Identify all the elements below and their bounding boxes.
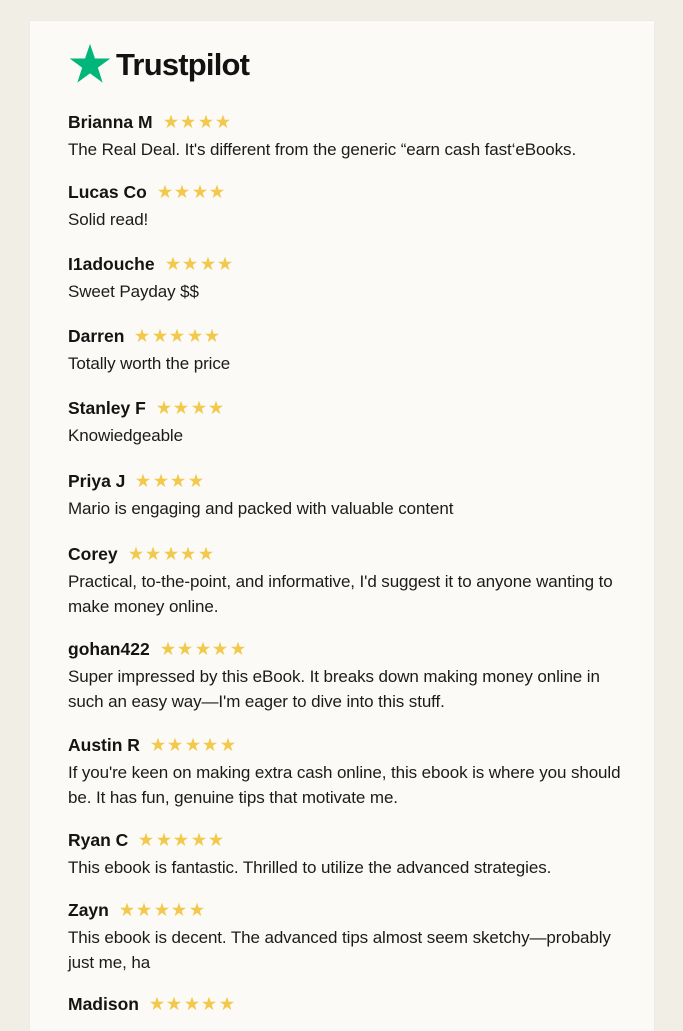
review-item	[68, 323, 638, 376]
review-text: Solid read!	[68, 210, 149, 229]
review-item	[68, 541, 638, 619]
trustpilot-star-icon	[67, 42, 113, 88]
star-icon	[160, 641, 176, 657]
star-icon	[215, 114, 231, 130]
star-icon	[136, 902, 152, 918]
star-icon	[212, 641, 228, 657]
star-icon	[119, 902, 135, 918]
star-icon	[200, 256, 216, 272]
star-icon	[184, 996, 200, 1012]
star-icon	[191, 400, 207, 416]
star-icon	[152, 328, 168, 344]
star-rating	[128, 546, 216, 562]
star-rating	[134, 328, 222, 344]
star-icon	[191, 832, 207, 848]
star-icon	[173, 832, 189, 848]
star-icon	[180, 114, 196, 130]
star-icon	[169, 328, 185, 344]
star-icon	[192, 184, 208, 200]
star-icon	[187, 328, 203, 344]
star-rating	[156, 400, 226, 416]
review-text: The Real Deal. It's different from the generic “earn cash fast‘eBooks.	[68, 140, 577, 159]
star-icon	[154, 902, 170, 918]
star-icon	[153, 473, 169, 489]
review-text: Knowiedgeable	[68, 426, 183, 445]
reviewer-name: Corey	[68, 543, 118, 564]
review-text: This ebook is fantastic. Thrilled to utilize the advanced strategies.	[68, 858, 552, 877]
star-icon	[198, 546, 214, 562]
review-text: Practical, to-the-point, and informative, I'd suggest it to anyone wanting to make money online.	[68, 572, 613, 616]
reviewer-name: I1adouche	[68, 253, 155, 274]
reviewer-name: Lucas Co	[68, 181, 147, 202]
star-icon	[128, 546, 144, 562]
review-header	[68, 732, 638, 758]
star-icon	[135, 473, 151, 489]
star-icon	[173, 400, 189, 416]
star-icon	[174, 184, 190, 200]
star-icon	[177, 641, 193, 657]
star-icon	[163, 546, 179, 562]
star-icon	[150, 737, 166, 753]
review-item	[68, 636, 638, 714]
star-rating	[150, 737, 238, 753]
review-header	[68, 897, 638, 923]
review-item	[68, 827, 638, 880]
reviewer-name: Brianna M	[68, 111, 153, 132]
review-header	[68, 395, 638, 421]
star-icon	[145, 546, 161, 562]
star-icon	[180, 546, 196, 562]
star-icon	[165, 256, 181, 272]
star-icon	[157, 184, 173, 200]
review-item	[68, 991, 638, 1017]
review-item	[68, 109, 638, 162]
review-header	[68, 179, 638, 205]
brand-name: Trustpilot	[116, 47, 250, 82]
star-rating	[135, 473, 205, 489]
star-rating	[165, 256, 235, 272]
star-icon	[208, 832, 224, 848]
star-icon	[198, 114, 214, 130]
reviewer-name: Ryan C	[68, 829, 129, 850]
review-item	[68, 468, 638, 521]
star-icon	[209, 184, 225, 200]
star-icon	[171, 902, 187, 918]
review-item	[68, 251, 638, 304]
reviewer-name: Zayn	[68, 899, 109, 920]
star-rating	[119, 902, 207, 918]
review-header	[68, 109, 638, 135]
star-rating	[163, 114, 233, 130]
star-icon	[204, 328, 220, 344]
star-rating	[157, 184, 227, 200]
star-icon	[138, 832, 154, 848]
review-item	[68, 732, 638, 810]
review-header	[68, 827, 638, 853]
review-text: Super impressed by this eBook. It breaks down making money online in such an easy way—I'm eager to dive into this stuff.	[68, 667, 600, 711]
star-icon	[202, 737, 218, 753]
star-icon	[134, 328, 150, 344]
star-icon	[208, 400, 224, 416]
star-icon	[156, 832, 172, 848]
star-icon	[167, 737, 183, 753]
star-icon	[219, 996, 235, 1012]
review-header	[68, 636, 638, 662]
review-item	[68, 395, 638, 448]
reviewer-name: Darren	[68, 325, 125, 346]
star-rating	[149, 996, 237, 1012]
star-icon	[185, 737, 201, 753]
reviewer-name: gohan422	[68, 638, 150, 659]
review-header	[68, 323, 638, 349]
review-text: Mario is engaging and packed with valuable content	[68, 499, 454, 518]
star-icon	[201, 996, 217, 1012]
star-rating	[160, 641, 248, 657]
star-icon	[189, 902, 205, 918]
star-icon	[156, 400, 172, 416]
review-text: Totally worth the price	[68, 354, 231, 373]
reviews-card	[30, 21, 654, 1031]
star-icon	[163, 114, 179, 130]
review-text: This ebook is decent. The advanced tips almost seem sketchy—probably just me, ha	[68, 928, 611, 972]
reviewer-name: Priya J	[68, 470, 126, 491]
reviewer-name: Madison	[68, 993, 139, 1014]
trustpilot-brand	[67, 41, 249, 89]
star-icon	[182, 256, 198, 272]
star-icon	[195, 641, 211, 657]
reviewer-name: Stanley F	[68, 397, 146, 418]
star-icon	[149, 996, 165, 1012]
reviewer-name: Austin R	[68, 734, 140, 755]
star-icon	[230, 641, 246, 657]
review-header	[68, 541, 638, 567]
review-text: If you're keen on making extra cash online, this ebook is where you should be. It has fun, genuine tips that motivate me.	[68, 763, 621, 807]
review-text: Sweet Payday $$	[68, 282, 199, 301]
review-header	[68, 991, 638, 1017]
star-icon	[170, 473, 186, 489]
star-icon	[166, 996, 182, 1012]
review-item	[68, 179, 638, 232]
star-icon	[188, 473, 204, 489]
review-header	[68, 251, 638, 277]
star-icon	[220, 737, 236, 753]
review-header	[68, 468, 638, 494]
star-icon	[217, 256, 233, 272]
review-item	[68, 897, 638, 975]
star-rating	[138, 832, 226, 848]
